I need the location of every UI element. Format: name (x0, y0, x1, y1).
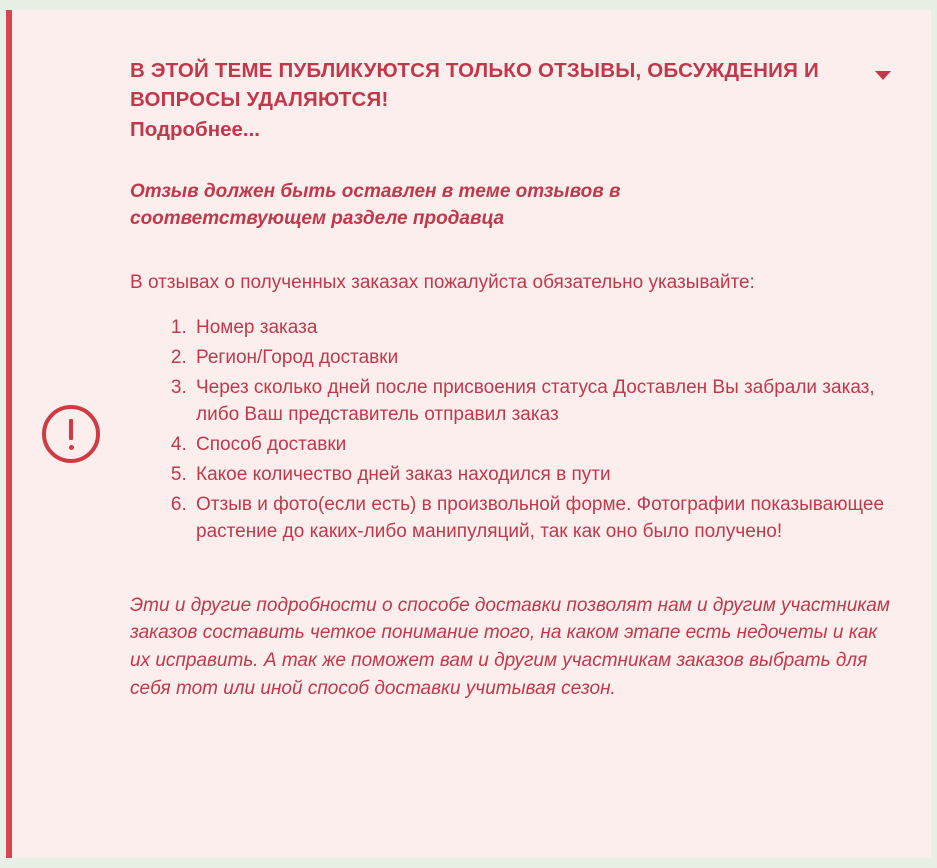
notice-closing-text: Эти и другие подробности о способе доставки позволят нам и другим участникам заказов составить четкое понимание того, на каком этапе есть недочеты и как их исправить. А так же поможет вам и другим участникам заказов выбрать для себя тот или иной способ доставки учитывая сезон. (130, 594, 890, 699)
chevron-down-icon[interactable] (872, 64, 894, 86)
list-item: 3. Через сколько дней после присвоения статуса Доставлен Вы забрали заказ, либо Ваш представитель отправил заказ (192, 375, 891, 429)
notice-icon-column (12, 405, 130, 463)
notice-lead-text: В отзывах о полученных заказах пожалуйста обязательно указывайте: (130, 272, 755, 294)
notice-headline: В ЭТОЙ ТЕМЕ ПУБЛИКУЮТСЯ ТОЛЬКО ОТЗЫВЫ, ОБСУЖДЕНИЯ И ВОПРОСЫ УДАЛЯЮТСЯ! (130, 59, 819, 112)
chevron-down-caret (875, 71, 891, 80)
list-item: 6. Отзыв и фото(если есть) в произвольной форме. Фотографии показывающее растение до каких-либо манипуляций, так как оно было получено! (192, 492, 891, 546)
notice-banner (6, 10, 931, 858)
notice-content (130, 56, 931, 703)
notice-subtitle: Отзыв должен быть оставлен в теме отзывов в соответствующем разделе продавца (130, 181, 621, 230)
exclamation-circle-icon (42, 405, 100, 463)
requirements-list (130, 315, 891, 546)
more-details-link[interactable]: Подробнее... (130, 118, 260, 142)
list-item: 2. Регион/Город доставки (192, 345, 891, 372)
list-item: 5. Какое количество дней заказ находился в пути (192, 462, 891, 489)
list-item: 1. Номер заказа (192, 315, 891, 342)
list-item: 4. Способ доставки (192, 432, 891, 459)
